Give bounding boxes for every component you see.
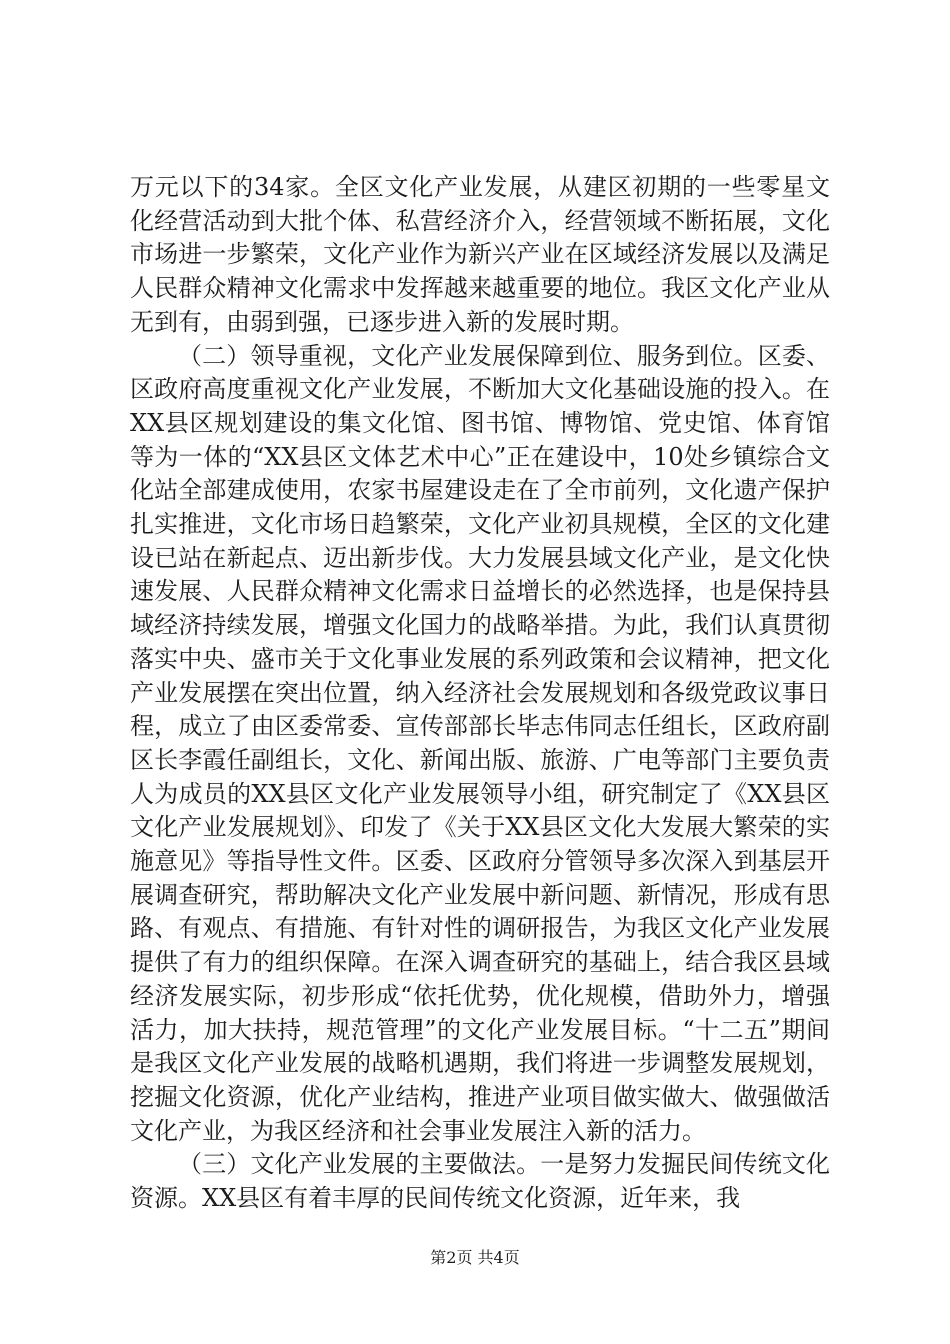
- paragraph-2: （二）领导重视，文化产业发展保障到位、服务到位。区委、区政府高度重视文化产业发展，不断加大文化基础设施的投入。在XX县区规划建设的集文化馆、图书馆、博物馆、党史馆、体育馆等为一体的“XX县区文体艺术中心”正在建设中，10处乡镇综合文化站全部建成使用，农家书屋建设走在了全市前列，文化遗产保护扎实推进，文化市场日趋繁荣，文化产业初具规模，全区的文化建设已站在新起点、迈出新步伐。大力发展县域文化产业，是文化快速发展、人民群众精神文化需求日益增长的必然选择，也是保持县域经济持续发展，增强文化国力的战略举措。为此，我们认真贯彻落实中央、盛市关于文化事业发展的系列政策和会议精神，把文化产业发展摆在突出位置，纳入经济社会发展规划和各级党政议事日程，成立了由区委常委、宣传部部长毕志伟同志任组长，区政府副区长李霞任副组长，文化、新闻出版、旅游、广电等部门主要负责人为成员的XX县区文化产业发展领导小组，研究制定了《XX县区文化产业发展规划》、印发了《关于XX县区文化大发展大繁荣的实施意见》等指导性文件。区委、区政府分管领导多次深入到基层开展调查研究，帮助解决文化产业发展中新问题、新情况，形成有思路、有观点、有措施、有针对性的调研报告，为我区文化产业发展提供了有力的组织保障。在深入调查研究的基础上，结合我区县域经济发展实际，初步形成“依托优势，优化规模，借助外力，增强活力，加大扶持，规范管理”的文化产业发展目标。“十二五”期间是我区文化产业发展的战略机遇期，我们将进一步调整发展规划，挖掘文化资源，优化产业结构，推进产业项目做实做大、做强做活文化产业，为我区经济和社会事业发展注入新的活力。: [130, 341, 830, 1145]
- page-number-footer: 第2页 共4页: [430, 1248, 520, 1267]
- document-body: [130, 171, 830, 1216]
- paragraph-1: 万元以下的34家。全区文化产业发展，从建区初期的一些零星文化经营活动到大批个体、私营经济介入，经营领域不断拓展，文化市场进一步繁荣，文化产业作为新兴产业在区域经济发展以及满足人民群众精神文化需求中发挥越来越重要的地位。我区文化产业从无到有，由弱到强，已逐步进入新的发展时期。: [130, 173, 830, 336]
- paragraph-3: （三）文化产业发展的主要做法。一是努力发掘民间传统文化资源。XX县区有着丰厚的民间传统文化资源，近年来，我: [130, 1150, 830, 1213]
